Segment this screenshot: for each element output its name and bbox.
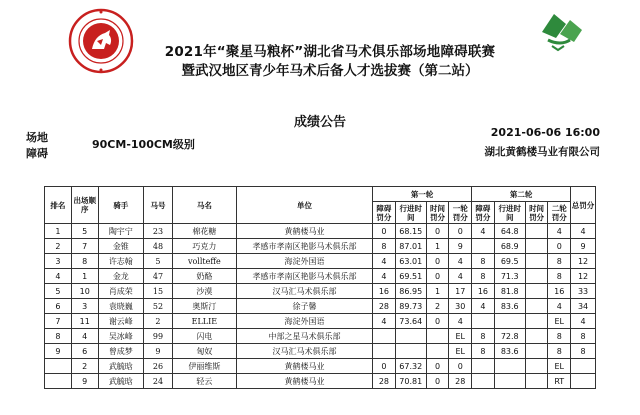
rider-cell: 谢云峰 [98,314,143,329]
r1-time-cell: 73.64 [395,314,426,329]
rank-cell: 8 [45,329,72,344]
r1-time-penalty-cell: 1 [426,284,449,299]
table-row [45,344,596,359]
r2-time-penalty-cell [525,344,548,359]
r2-obstacle-cell: 8 [472,344,495,359]
rank-cell: 9 [45,344,72,359]
r2-time-penalty-cell [525,374,548,389]
order-cell: 10 [71,284,98,299]
rider-cell: 武毓晗 [98,374,143,389]
order-cell: 4 [71,329,98,344]
venue-label-1: 场地 [26,131,48,144]
r1-time-cell: 63.01 [395,254,426,269]
r2-total-cell: EL [548,359,571,374]
r1-time-penalty-cell: 0 [426,314,449,329]
rider-cell: 许志翰 [98,254,143,269]
total-cell: 8 [571,344,596,359]
header-rank: 排名 [45,187,72,224]
club-cell: 汉马汇马术俱乐部 [236,344,372,359]
order-cell: 3 [71,299,98,314]
horse-no-cell: 9 [144,344,173,359]
rider-cell: 吴冰峰 [98,329,143,344]
r1-total-cell: 4 [449,269,472,284]
r1-obstacle-cell: 4 [373,269,396,284]
r1-time-cell [395,329,426,344]
horse-no-cell: 2 [144,314,173,329]
r2-time-cell [494,314,525,329]
r1-time-penalty-cell: 0 [426,254,449,269]
r2-total-cell: 8 [548,344,571,359]
total-cell [571,359,596,374]
r2-obstacle-cell: 8 [472,254,495,269]
r1-obstacle-cell: 28 [373,299,396,314]
rider-cell: 武毓晗 [98,359,143,374]
total-cell: 12 [571,269,596,284]
r2-obstacle-cell [472,374,495,389]
r2-time-cell: 69.5 [494,254,525,269]
r1-time-penalty-cell: 0 [426,359,449,374]
club-cell: 中部之星马术俱乐部 [236,329,372,344]
r1-total-cell: EL [449,344,472,359]
total-cell: 8 [571,329,596,344]
r2-total-cell: RT [548,374,571,389]
header-r2-time: 行进时间 [494,202,525,224]
r2-time-cell: 72.8 [494,329,525,344]
r2-total-cell: 8 [548,269,571,284]
report-title: 成绩公告 [293,115,346,130]
r2-time-cell: 64.8 [494,224,525,239]
r2-time-cell: 81.8 [494,284,525,299]
total-cell: 4 [571,224,596,239]
header-order: 出场顺序 [71,187,98,224]
r2-time-cell [494,359,525,374]
r1-time-cell: 86.95 [395,284,426,299]
r2-time-cell: 83.6 [494,299,525,314]
header-r1-total: 一轮罚分 [449,202,472,224]
r2-obstacle-cell: 16 [472,284,495,299]
total-cell: 33 [571,284,596,299]
horse-name-cell: 棉花糖 [172,224,236,239]
horse-no-cell: 5 [144,254,173,269]
rider-cell: 袁晓巍 [98,299,143,314]
order-cell: 6 [71,344,98,359]
header-r1-obstacle: 障碍罚分 [373,202,396,224]
r2-total-cell: EL [548,314,571,329]
r1-time-penalty-cell [426,344,449,359]
header-club: 单位 [236,187,372,224]
order-cell: 9 [71,374,98,389]
r2-time-penalty-cell [525,299,548,314]
table-row [45,359,596,374]
order-cell: 1 [71,269,98,284]
r2-obstacle-cell: 8 [472,269,495,284]
r1-total-cell: 0 [449,359,472,374]
r2-time-penalty-cell [525,269,548,284]
total-cell: 9 [571,239,596,254]
r2-time-penalty-cell [525,224,548,239]
r1-obstacle-cell: 16 [373,284,396,299]
r1-obstacle-cell: 8 [373,239,396,254]
horse-no-cell: 47 [144,269,173,284]
level-label: 90CM-100CM级别 [92,138,195,151]
header-horse-name: 马名 [172,187,236,224]
r1-obstacle-cell: 28 [373,374,396,389]
order-cell: 11 [71,314,98,329]
horse-name-cell: 伊丽维斯 [172,359,236,374]
table-row [45,374,596,389]
r1-obstacle-cell: 4 [373,254,396,269]
table-row [45,239,596,254]
horse-no-cell: 15 [144,284,173,299]
rider-cell: 金锥 [98,239,143,254]
header-rider: 骑手 [98,187,143,224]
organizer-label: 湖北黄鹤楼马业有限公司 [484,146,600,158]
rank-cell: 4 [45,269,72,284]
horse-no-cell: 99 [144,329,173,344]
r2-time-penalty-cell [525,314,548,329]
total-cell: 4 [571,314,596,329]
r2-obstacle-cell: 4 [472,299,495,314]
table-row [45,284,596,299]
table-header-row-1 [45,187,596,202]
rank-cell: 2 [45,239,72,254]
table-row [45,269,596,284]
order-cell: 8 [71,254,98,269]
r2-obstacle-cell: 8 [472,329,495,344]
horse-no-cell: 48 [144,239,173,254]
venue-label-2: 障碍 [26,147,48,160]
r1-obstacle-cell: 0 [373,359,396,374]
header-round2: 第二轮 [472,187,571,202]
club-cell: 汉马汇马术俱乐部 [236,284,372,299]
title-line-1: 2021年“聚星马粮杯”湖北省马术俱乐部场地障碍联赛 [164,44,496,60]
header-r1-time: 行进时间 [395,202,426,224]
r2-total-cell: 4 [548,299,571,314]
club-cell: 孝感市孝南区艳影马术俱乐部 [236,239,372,254]
r1-time-penalty-cell: 0 [426,224,449,239]
date-label: 2021-06-06 16:00 [490,126,600,139]
rank-cell: 1 [45,224,72,239]
r1-time-penalty-cell: 2 [426,299,449,314]
r1-obstacle-cell: 0 [373,224,396,239]
club-cell: 海淀外国语 [236,254,372,269]
total-cell [571,374,596,389]
horse-name-cell: 轻云 [172,374,236,389]
table-row [45,299,596,314]
results-body [45,224,596,389]
header-r2-time-penalty: 时间罚分 [525,202,548,224]
r1-time-penalty-cell [426,329,449,344]
juxing-agriculture-logo-icon [512,10,622,82]
r2-time-cell: 68.9 [494,239,525,254]
r1-total-cell: 4 [449,314,472,329]
r1-time-penalty-cell: 0 [426,269,449,284]
club-cell: 孝感市孝南区艳影马术俱乐部 [236,269,372,284]
r2-time-penalty-cell [525,284,548,299]
title-line-2: 暨武汉地区青少年马术后备人才选拔赛（第二站） [181,63,479,79]
horse-name-cell: 匈奴 [172,344,236,359]
r1-total-cell: EL [449,329,472,344]
horse-no-cell: 24 [144,374,173,389]
r2-total-cell: 8 [548,254,571,269]
header [0,0,640,82]
r1-time-cell: 69.51 [395,269,426,284]
header-r2-obstacle: 障碍罚分 [472,202,495,224]
rank-cell [45,374,72,389]
r1-time-penalty-cell: 1 [426,239,449,254]
r2-total-cell: 4 [548,224,571,239]
total-cell: 12 [571,254,596,269]
club-cell: 黄鹤楼马业 [236,359,372,374]
r1-obstacle-cell [373,344,396,359]
r1-time-cell: 67.32 [395,359,426,374]
r2-total-cell: 8 [548,329,571,344]
horse-name-cell: vollteffe [172,254,236,269]
r2-time-penalty-cell [525,329,548,344]
r1-time-cell [395,344,426,359]
header-round1: 第一轮 [373,187,472,202]
r1-total-cell: 0 [449,224,472,239]
rider-cell: 肖成荣 [98,284,143,299]
table-row [45,314,596,329]
r2-time-cell [494,374,525,389]
r1-time-cell: 68.15 [395,224,426,239]
r2-time-penalty-cell [525,359,548,374]
r2-obstacle-cell [472,359,495,374]
club-cell: 黄鹤楼马业 [236,374,372,389]
table-row [45,224,596,239]
total-cell: 34 [571,299,596,314]
table-row [45,254,596,269]
r2-time-cell: 71.3 [494,269,525,284]
club-cell: 黄鹤楼马业 [236,224,372,239]
r1-total-cell: 4 [449,254,472,269]
club-cell: 海淀外国语 [236,314,372,329]
horse-no-cell: 23 [144,224,173,239]
r2-time-cell: 83.6 [494,344,525,359]
r1-obstacle-cell: 4 [373,314,396,329]
r2-total-cell: 0 [548,239,571,254]
horse-no-cell: 52 [144,299,173,314]
rider-cell: 曾成梦 [98,344,143,359]
r2-obstacle-cell [472,314,495,329]
rank-cell [45,359,72,374]
header-r2-total: 二轮罚分 [548,202,571,224]
r1-total-cell: 30 [449,299,472,314]
horse-name-cell: 奥斯汀 [172,299,236,314]
r2-time-penalty-cell [525,254,548,269]
r1-obstacle-cell [373,329,396,344]
r1-time-cell: 87.01 [395,239,426,254]
r2-time-penalty-cell [525,239,548,254]
r1-total-cell: 9 [449,239,472,254]
rank-cell: 5 [45,284,72,299]
order-cell: 2 [71,359,98,374]
rider-cell: 金龙 [98,269,143,284]
horse-no-cell: 26 [144,359,173,374]
table-row [45,329,596,344]
r2-obstacle-cell: 4 [472,224,495,239]
header-horse-no: 马号 [144,187,173,224]
r1-total-cell: 17 [449,284,472,299]
r1-time-cell: 89.73 [395,299,426,314]
results-table [44,186,596,389]
header-total: 总罚分 [571,187,596,224]
horse-name-cell: 奶酪 [172,269,236,284]
rank-cell: 3 [45,254,72,269]
r1-time-penalty-cell: 0 [426,374,449,389]
order-cell: 5 [71,224,98,239]
r2-obstacle-cell [472,239,495,254]
equestrian-association-logo-icon [68,8,134,74]
rider-cell: 陶宇宁 [98,224,143,239]
r1-time-cell: 70.81 [395,374,426,389]
order-cell: 7 [71,239,98,254]
r2-total-cell: 16 [548,284,571,299]
horse-name-cell: ELLIE [172,314,236,329]
horse-name-cell: 沙漠 [172,284,236,299]
r1-total-cell: 28 [449,374,472,389]
horse-name-cell: 巧克力 [172,239,236,254]
header-r1-time-penalty: 时间罚分 [426,202,449,224]
rank-cell: 6 [45,299,72,314]
rank-cell: 7 [45,314,72,329]
horse-name-cell: 闪电 [172,329,236,344]
club-cell: 徐子馨 [236,299,372,314]
